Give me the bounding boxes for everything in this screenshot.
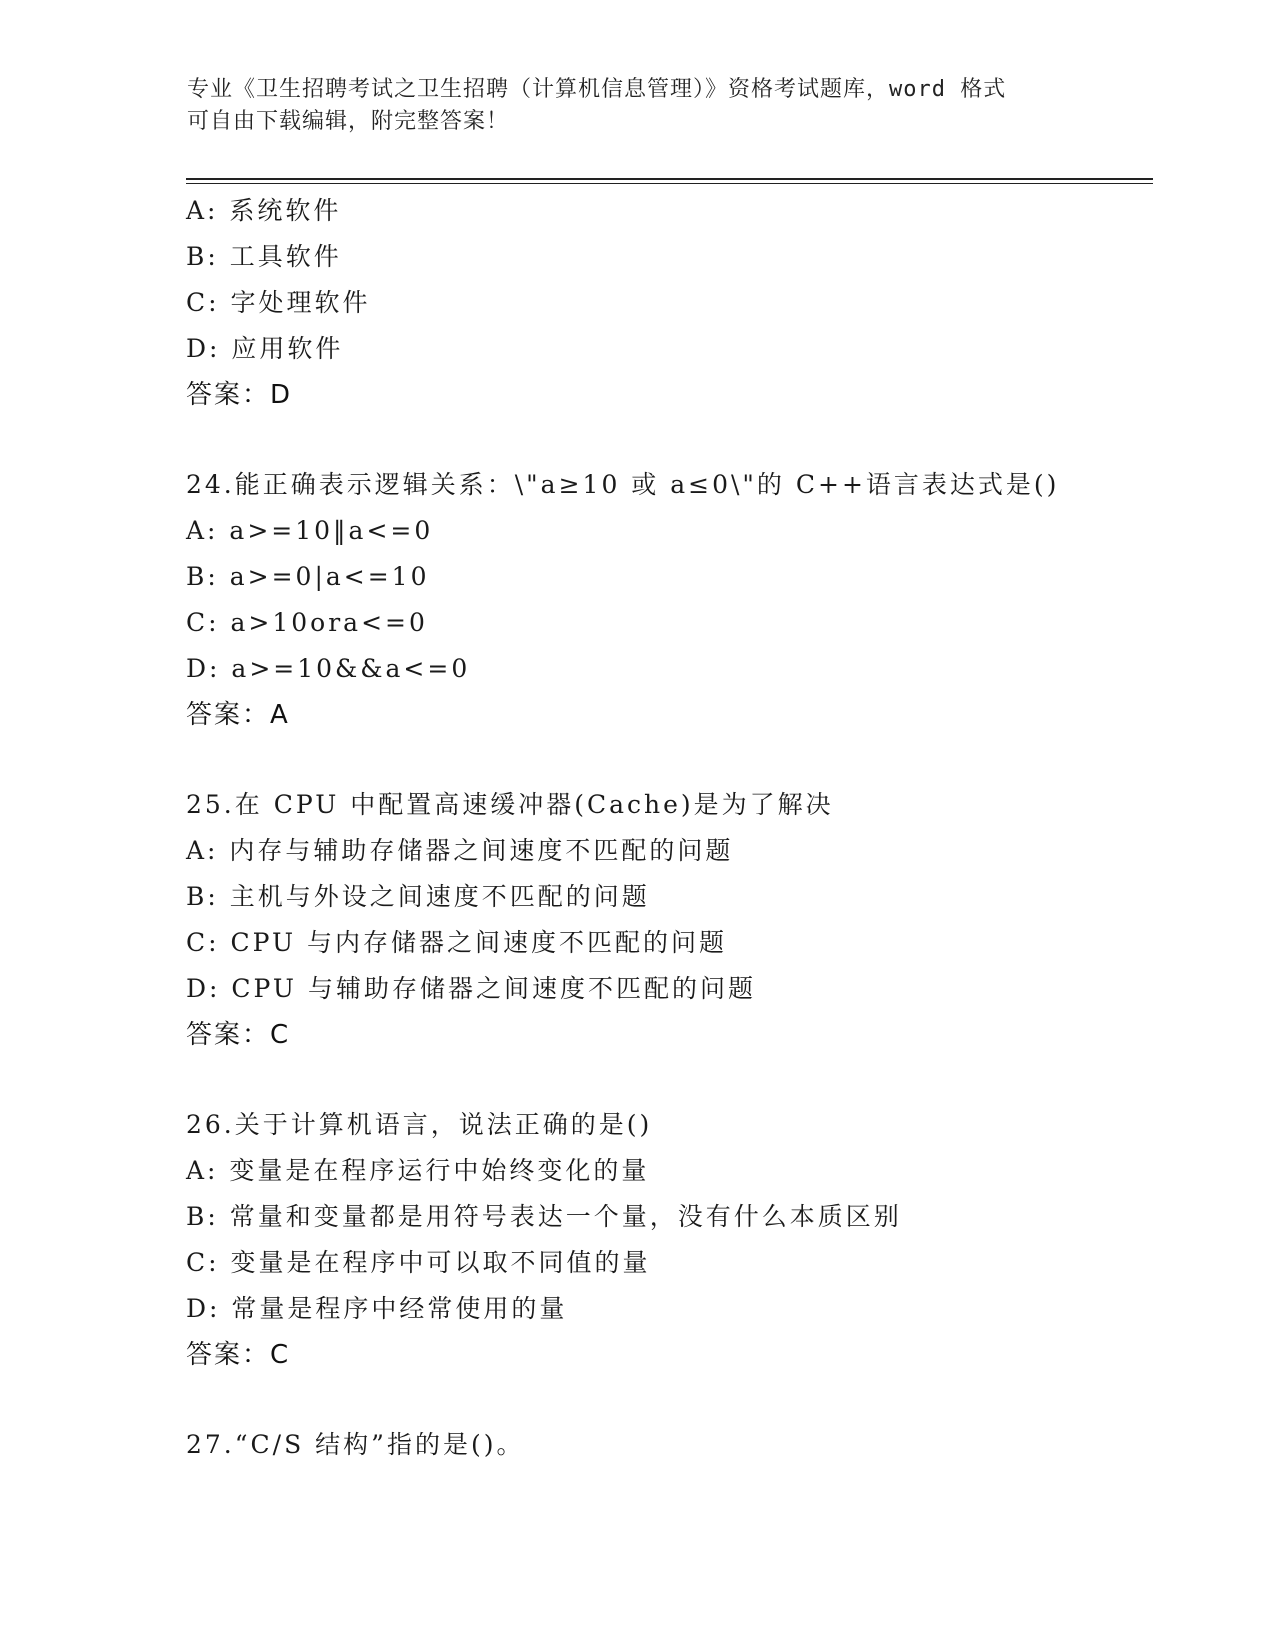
header-subtitle-line: 可自由下载编辑，附完整答案！ (187, 109, 510, 134)
option-b: B: 工具软件 (186, 242, 342, 271)
question-stem: 25.在 CPU 中配置高速缓冲器(Cache)是为了解决 (186, 790, 834, 819)
question-stem: 27.“C/S 结构”指的是()。 (186, 1430, 525, 1459)
question-list (186, 188, 1166, 1468)
option-a: A: 系统软件 (186, 196, 342, 225)
question-24 (186, 462, 1166, 738)
option-c: C: a>10ora<=0 (186, 608, 428, 637)
question-spacer (186, 1378, 1166, 1422)
option-d: D: CPU 与辅助存储器之间速度不匹配的问题 (186, 974, 756, 1003)
option-c: C: 字处理软件 (186, 288, 371, 317)
option-d: D: 常量是程序中经常使用的量 (186, 1294, 568, 1323)
option-c: C: CPU 与内存储器之间速度不匹配的问题 (186, 928, 728, 957)
header-title-line: 专业《卫生招聘考试之卫生招聘（计算机信息管理）》资格考试题库，word 格式 (187, 77, 1007, 102)
option-b: B: a>=0|a<=10 (186, 562, 430, 591)
question-stem: 26.关于计算机语言，说法正确的是() (186, 1110, 653, 1139)
question-spacer (186, 738, 1166, 782)
question-spacer (186, 1058, 1166, 1102)
option-d: D: 应用软件 (186, 334, 344, 363)
question-27 (186, 1422, 1166, 1468)
answer-text: 答案：C (186, 1020, 291, 1050)
option-a: A: a>=10‖a<=0 (186, 516, 434, 545)
option-d: D: a>=10&&a<=0 (186, 654, 471, 683)
option-a: A: 内存与辅助存储器之间速度不匹配的问题 (186, 836, 734, 865)
option-b: B: 主机与外设之间速度不匹配的问题 (186, 882, 650, 911)
option-a: A: 变量是在程序运行中始终变化的量 (186, 1156, 650, 1185)
question-spacer (186, 418, 1166, 462)
question-stem: 24.能正确表示逻辑关系：\"a≥10 或 a≤0\"的 C++语言表达式是() (186, 470, 1060, 499)
header-divider (186, 178, 1153, 184)
question-26 (186, 1102, 1166, 1378)
option-c: C: 变量是在程序中可以取不同值的量 (186, 1248, 651, 1277)
answer-text: 答案：A (186, 700, 290, 730)
question-25 (186, 782, 1166, 1058)
answer-text: 答案：C (186, 1340, 291, 1370)
question-23 (186, 188, 1166, 418)
option-b: B: 常量和变量都是用符号表达一个量，没有什么本质区别 (186, 1202, 902, 1231)
answer-text: 答案：D (186, 380, 293, 410)
page-header (187, 74, 1087, 138)
